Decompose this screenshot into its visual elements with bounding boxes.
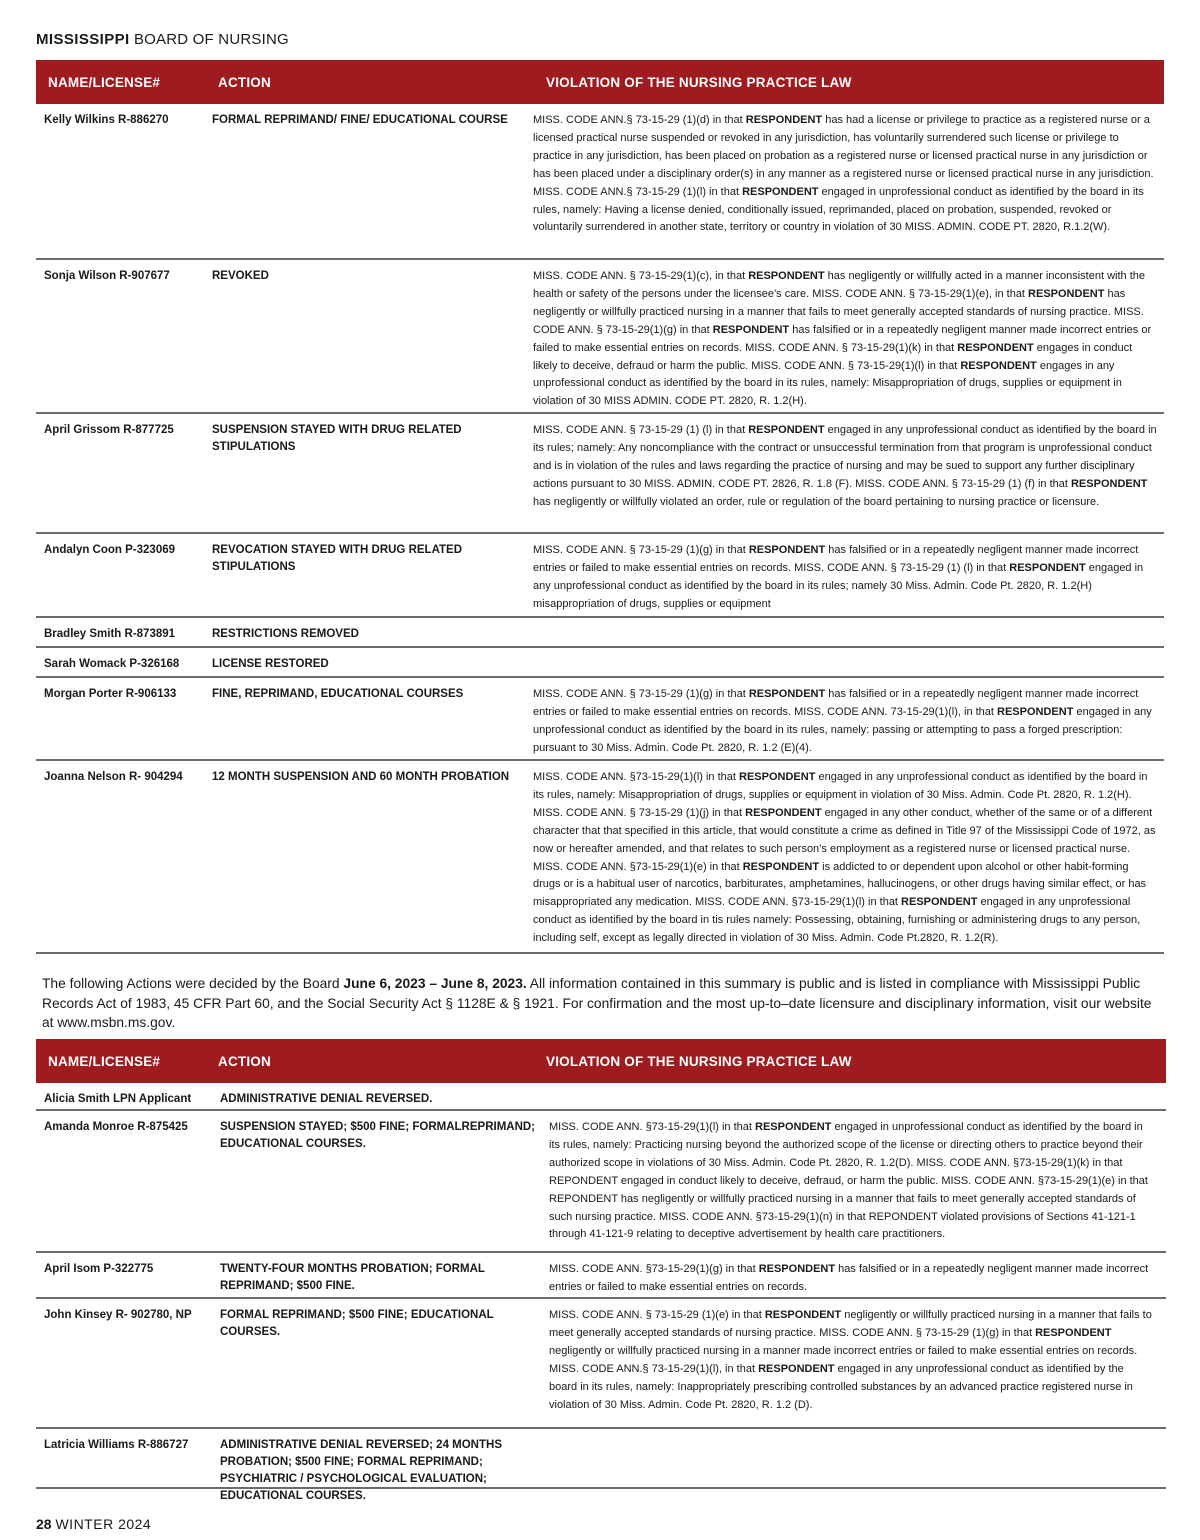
violation-text: MISS. CODE ANN. § 73-15-29 (1) (l) in that RESPONDENT engaged in any unprofessional conduct as identified by the board in its rules; namely: Any noncompliance with the contract or unsuccessful termination from that program is unprofessional conduct and is in violation of the rules and laws regarding the practice of nursing and may be sued to support any further disciplinary actions pursuant to 30 MISS. ADMIN. CODE PT. 2826, R. 1.8 (F). MISS. CODE ANN. § 73-15-29 (1) (f) in that RESPONDENT has negligently or willfully violated an order, rule or regulation of the board pertaining to nursing practice or licensure. bbox=[533, 424, 1157, 508]
action-taken: FORMAL REPRIMAND; $500 FINE; EDUCATIONAL COURSES. bbox=[220, 1309, 494, 1338]
table-row bbox=[36, 260, 1164, 414]
licensee-name: Sarah Womack P-326168 bbox=[44, 658, 180, 670]
table-row bbox=[36, 1253, 1166, 1299]
header-name: NAME/LICENSE# bbox=[48, 75, 161, 90]
action-taken: ADMINISTRATIVE DENIAL REVERSED. bbox=[220, 1093, 433, 1105]
header-name: NAME/LICENSE# bbox=[48, 1054, 161, 1069]
table-row bbox=[36, 761, 1164, 954]
action-taken: RESTRICTIONS REMOVED bbox=[212, 628, 359, 640]
violation-text: MISS. CODE ANN. § 73-15-29 (1)(e) in that RESPONDENT negligently or willfully practiced nursing in a manner that fails to meet generally accepted standards of nursing practice. MISS. CODE ANN. § 73-15-29 (1)(g) in that RESPONDENT negligently or willfully practiced nursing in a manner made incorrect entries or failed to make essential entries on records. MISS. CODE ANN.§ 73-15-29(1)(l), in that RESPONDENT engaged in any unprofessional conduct as identified by the board in its rules, namely: Inappropriately prescribing controlled substances by an advanced practice registered nurse in violation of 30 Miss. Admin. Code Pt. 2820, R. 1.2 (D). bbox=[549, 1309, 1152, 1411]
issue-label: WINTER 2024 bbox=[55, 1516, 152, 1532]
masthead-board: BOARD OF NURSING bbox=[129, 31, 289, 48]
licensee-name: Alicia Smith LPN Applicant bbox=[44, 1093, 192, 1105]
action-taken: REVOCATION STAYED WITH DRUG RELATED STIPULATIONS bbox=[212, 544, 463, 573]
violation-text: MISS. CODE ANN. §73-15-29(1)(g) in that RESPONDENT has falsified or in a repeatedly negligent manner made incorrect entries or failed to make essential entries on records. bbox=[549, 1263, 1149, 1293]
licensee-name: Sonja Wilson R-907677 bbox=[44, 270, 170, 282]
header-action: ACTION bbox=[218, 1054, 271, 1069]
action-taken: 12 MONTH SUSPENSION AND 60 MONTH PROBATION bbox=[212, 771, 510, 783]
violation-text: MISS. CODE ANN. § 73-15-29(1)(c), in that RESPONDENT has negligently or willfully acted in a manner inconsistent with the health or safety of the persons under the licensee’s care. MISS. CODE ANN. § 73-15-29(1)(e), in that RESPONDENT has negligently or willfully practiced nursing in a manner that fails to meet generally accepted standards of nursing practice. MISS. CODE ANN. § 73-15-29(1)(g) in that RESPONDENT has falsified or in a repeatedly negligent manner made incorrect entries or failed to make essential entries on records. MISS. CODE ANN. § 73-15-29(1)(k) in that RESPONDENT engages in conduct likely to deceive, defraud or harm the public. MISS. CODE ANN. § 73-15-29(1)(l) in that RESPONDENT engages in any unprofessional conduct as identified by the board in its rules, namely: Misappropriation of drugs, supplies or equipment in violation of 30 MISS ADMIN. CODE PT. 2820, R. 1.2(H). bbox=[533, 270, 1152, 408]
licensee-name: Andalyn Coon P-323069 bbox=[44, 544, 176, 556]
table-row bbox=[36, 648, 1164, 678]
table-row bbox=[36, 104, 1164, 260]
action-taken: TWENTY-FOUR MONTHS PROBATION; FORMAL REPRIMAND; $500 FINE. bbox=[220, 1263, 485, 1292]
notice-dates: June 6, 2023 – June 8, 2023. bbox=[343, 976, 527, 991]
masthead-state: MISSISSIPPI bbox=[36, 31, 130, 48]
board-notice bbox=[42, 974, 1162, 1033]
table-row bbox=[36, 1299, 1166, 1429]
table-header bbox=[36, 60, 1164, 104]
header-violation: VIOLATION OF THE NURSING PRACTICE LAW bbox=[546, 75, 852, 90]
header-violation: VIOLATION OF THE NURSING PRACTICE LAW bbox=[546, 1054, 852, 1069]
licensee-name: Kelly Wilkins R-886270 bbox=[44, 114, 169, 126]
table-row bbox=[36, 1111, 1166, 1253]
action-taken: ADMINISTRATIVE DENIAL REVERSED; 24 MONTHS PROBATION; $500 FINE; FORMAL REPRIMAND; PSYCHIATRIC / PSYCHOLOGICAL EVALUATION; EDUCATIONAL COURSES. bbox=[220, 1439, 502, 1502]
licensee-name: John Kinsey R- 902780, NP bbox=[44, 1309, 192, 1321]
action-taken: FORMAL REPRIMAND/ FINE/ EDUCATIONAL COURSE bbox=[212, 114, 508, 126]
action-taken: SUSPENSION STAYED WITH DRUG RELATED STIPULATIONS bbox=[212, 424, 462, 453]
licensee-name: April Grissom R-877725 bbox=[44, 424, 174, 436]
table-row bbox=[36, 618, 1164, 648]
table-row bbox=[36, 1429, 1166, 1502]
actions-table-2 bbox=[36, 1039, 1166, 1502]
violation-text: MISS. CODE ANN. § 73-15-29 (1)(g) in that RESPONDENT has falsified or in a repeatedly negligent manner made incorrect entries or failed to make essential entries on records. MISS. CODE ANN. § 73-15-29 (1) (l) in that RESPONDENT engaged in any unprofessional conduct as identified by the board in its rules; namely 30 Miss. Admin. Code Pt. 2820, R. 1.2(H) misappropriation of drugs, supplies or equipment bbox=[533, 544, 1144, 610]
notice-pre: The following Actions were decided by the Board bbox=[42, 976, 344, 991]
table-row bbox=[36, 534, 1164, 618]
licensee-name: Amanda Monroe R-875425 bbox=[44, 1121, 188, 1133]
violation-text: MISS. CODE ANN. §73-15-29(1)(l) in that RESPONDENT engaged in unprofessional conduct as identified by the board in its rules, namely: Practicing nursing beyond the authorized scope of the license or directing others to practice beyond their authorized scope in violations of 30 Miss. Admin. Code Pt. 2820, R. 1.2(D). MISS. CODE ANN. §73-15-29(1)(k) in that REPONDENT engaged in conduct likely to deceive, defraud, or harm the public. MISS. CODE ANN. §73-15-29(1)(e) in that REPONDENT has negligently or willfully practiced nursing in a manner that fails to meet generally accepted standards of such nursing practice. MISS. CODE ANN. §73-15-29(1)(n) in that REPONDENT violated provisions of Sections 41-121-1 through 41-121-9 relating to deceptive advertisement by health care practitioners. bbox=[549, 1121, 1148, 1241]
header-action: ACTION bbox=[218, 75, 271, 90]
masthead bbox=[36, 31, 289, 48]
table-row bbox=[36, 1083, 1166, 1111]
violation-text: MISS. CODE ANN. § 73-15-29 (1)(g) in that RESPONDENT has falsified or in a repeatedly negligent manner made incorrect entries or failed to make essential entries on records. MISS. CODE ANN. 73-15-29(1)(l), in that RESPONDENT engaged in any unprofessional conduct as identified by the board in its rules, namely: passing or attempting to pass a forged prescription: pursuant to 30 Miss. Admin. Code Pt. 2820, R. 1.2 (E)(4). bbox=[533, 688, 1152, 754]
table-row bbox=[36, 678, 1164, 761]
action-taken: LICENSE RESTORED bbox=[212, 658, 329, 670]
action-taken: SUSPENSION STAYED; $500 FINE; FORMALREPRIMAND; EDUCATIONAL COURSES. bbox=[220, 1121, 536, 1150]
notice-post: All information contained in this summary is public and is listed in compliance with Mississippi Public Records Act of 1983, 45 CFR Part 60, and the Social Security Act § 1128E & § 1921. For confirmation and the most up-to–date licensure and disciplinary information, visit our website at www.msbn.ms.gov. bbox=[42, 976, 1152, 1030]
violation-text: MISS. CODE ANN. §73-15-29(1)(l) in that RESPONDENT engaged in any unprofessional conduct as identified by the board in its rules, namely: Misappropriation of drugs, supplies or equipment in violation of 30 Miss. Admin. Code Pt. 2820, R. 1.2(H). MISS. CODE ANN. § 73-15-29 (1)(j) in that RESPONDENT engaged in any other conduct, whether of the same or of a different character that that specified in this article, that would constitute a crime as defined in Title 97 of the Mississippi Code of 1972, as now or hereafter amended, and that relates to such person’s employment as a registered nurse or licensed practical nurse. MISS. CODE ANN. §73-15-29(1)(e) in that RESPONDENT is addicted to or dependent upon alcohol or other habit-forming drugs or is a habitual user of narcotics, barbiturates, amphetamines, hallucinogens, or other drugs having similar effect, or has misappropriated any medication. MISS. CODE ANN. §73-15-29(1)(l) in that RESPONDENT engaged in any unprofessional conduct as identified by the board in tis rules namely: Possessing, obtaining, furnishing or administering drugs to any person, including self, except as legally directed in violation of 30 Miss. Admin. Code Pt.2820, R. 1.2(R). bbox=[533, 771, 1156, 945]
action-taken: REVOKED bbox=[212, 270, 269, 282]
licensee-name: April Isom P-322775 bbox=[44, 1263, 154, 1275]
actions-table-1 bbox=[36, 60, 1164, 954]
licensee-name: Morgan Porter R-906133 bbox=[44, 688, 177, 700]
action-taken: FINE, REPRIMAND, EDUCATIONAL COURSES bbox=[212, 688, 464, 700]
table-header bbox=[36, 1039, 1166, 1083]
licensee-name: Joanna Nelson R- 904294 bbox=[44, 771, 183, 783]
licensee-name: Bradley Smith R-873891 bbox=[44, 628, 176, 640]
page-number: 28 bbox=[36, 1516, 52, 1532]
violation-text: MISS. CODE ANN.§ 73-15-29 (1)(d) in that RESPONDENT has had a license or privilege to practice as a registered nurse or a licensed practical nurse suspended or revoked in any jurisdiction, has voluntarily surrendered such license or privilege to practice in any jurisdiction, has been placed on probation as a registered nurse or licensed practical nurse in any jurisdiction or has been placed under a disciplinary order(s) in any manner as a registered nurse or licensed practical nurse in any jurisdiction. MISS. CODE ANN.§ 73-15-29 (1)(l) in that RESPONDENT engaged in unprofessional conduct as identified by the board in its rules, namely: Having a license denied, conditionally issued, reprimanded, placed on probation, suspended, revoked or voluntarily surrendered in another state, territory or country in violation of 30 MISS. ADMIN. CODE PT. 2820, R.1.2(W). bbox=[533, 114, 1154, 234]
licensee-name: Latricia Williams R-886727 bbox=[44, 1439, 189, 1451]
page-footer bbox=[36, 1516, 151, 1532]
table-row bbox=[36, 414, 1164, 534]
